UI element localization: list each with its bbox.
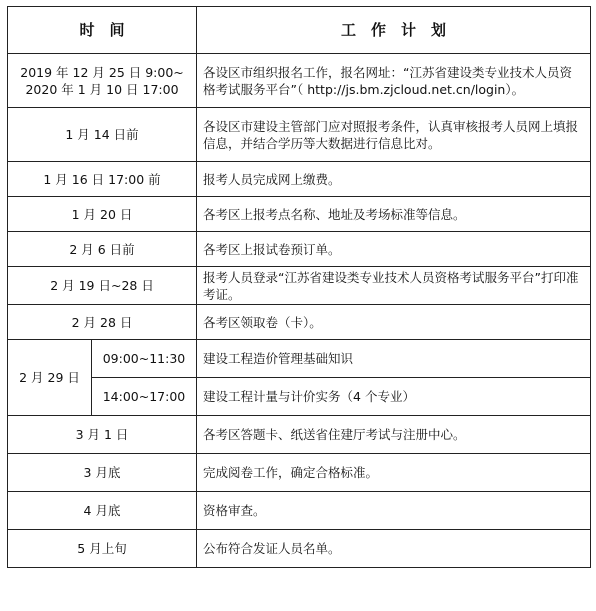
time-line: 2020 年 1 月 10 日 17:00 — [25, 81, 179, 97]
time-cell: 2 月 28 日 — [8, 305, 197, 340]
plan-cell: 完成阅卷工作，确定合格标准。 — [197, 454, 591, 492]
schedule-table — [7, 6, 591, 568]
header-time: 时 间 — [8, 7, 197, 54]
table-row — [8, 340, 591, 378]
time-cell: 3 月底 — [8, 454, 197, 492]
plan-cell: 各设区市建设主管部门应对照报考条件，认真审核报考人员网上填报信息，并结合学历等大数据进行信息比对。 — [197, 108, 591, 162]
table-row — [8, 454, 591, 492]
table-row — [8, 530, 591, 568]
table-row — [8, 492, 591, 530]
time-cell: 1 月 20 日 — [8, 197, 197, 232]
table-row — [8, 416, 591, 454]
time-cell: 2 月 6 日前 — [8, 232, 197, 267]
session-time-cell: 09:00~11:30 — [92, 340, 197, 378]
table-row — [8, 54, 591, 108]
table-row — [8, 378, 591, 416]
plan-cell: 资格审查。 — [197, 492, 591, 530]
time-cell: 3 月 1 日 — [8, 416, 197, 454]
table-row — [8, 197, 591, 232]
plan-cell: 各设区市组织报名工作，报名网址：“江苏省建设类专业技术人员资格考试服务平台”（ http://js.bm.zjcloud.net.cn/login）。 — [197, 54, 591, 108]
plan-cell: 各考区上报考点名称、地址及考场标准等信息。 — [197, 197, 591, 232]
table-row — [8, 305, 591, 340]
session-time-cell: 14:00~17:00 — [92, 378, 197, 416]
plan-cell: 各考区答题卡、纸送省住建厅考试与注册中心。 — [197, 416, 591, 454]
time-cell: 1 月 14 日前 — [8, 108, 197, 162]
plan-cell: 报考人员登录“江苏省建设类专业技术人员资格考试服务平台”打印准考证。 — [197, 267, 591, 305]
plan-cell: 各考区上报试卷预订单。 — [197, 232, 591, 267]
time-cell: 4 月底 — [8, 492, 197, 530]
header-row — [8, 7, 591, 54]
time-cell: 5 月上旬 — [8, 530, 197, 568]
time-cell: 2 月 19 日~28 日 — [8, 267, 197, 305]
table-row — [8, 162, 591, 197]
time-cell — [8, 54, 197, 108]
time-line: 2019 年 12 月 25 日 9:00~ — [20, 64, 184, 80]
header-plan: 工 作 计 划 — [197, 7, 591, 54]
table-row — [8, 267, 591, 305]
plan-cell: 公布符合发证人员名单。 — [197, 530, 591, 568]
exam-date-cell: 2 月 29 日 — [8, 340, 92, 416]
time-cell: 1 月 16 日 17:00 前 — [8, 162, 197, 197]
table-row — [8, 108, 591, 162]
plan-cell: 建设工程计量与计价实务（4 个专业） — [197, 378, 591, 416]
plan-cell: 建设工程造价管理基础知识 — [197, 340, 591, 378]
table-row — [8, 232, 591, 267]
plan-cell: 各考区领取卷（卡）。 — [197, 305, 591, 340]
plan-cell: 报考人员完成网上缴费。 — [197, 162, 591, 197]
